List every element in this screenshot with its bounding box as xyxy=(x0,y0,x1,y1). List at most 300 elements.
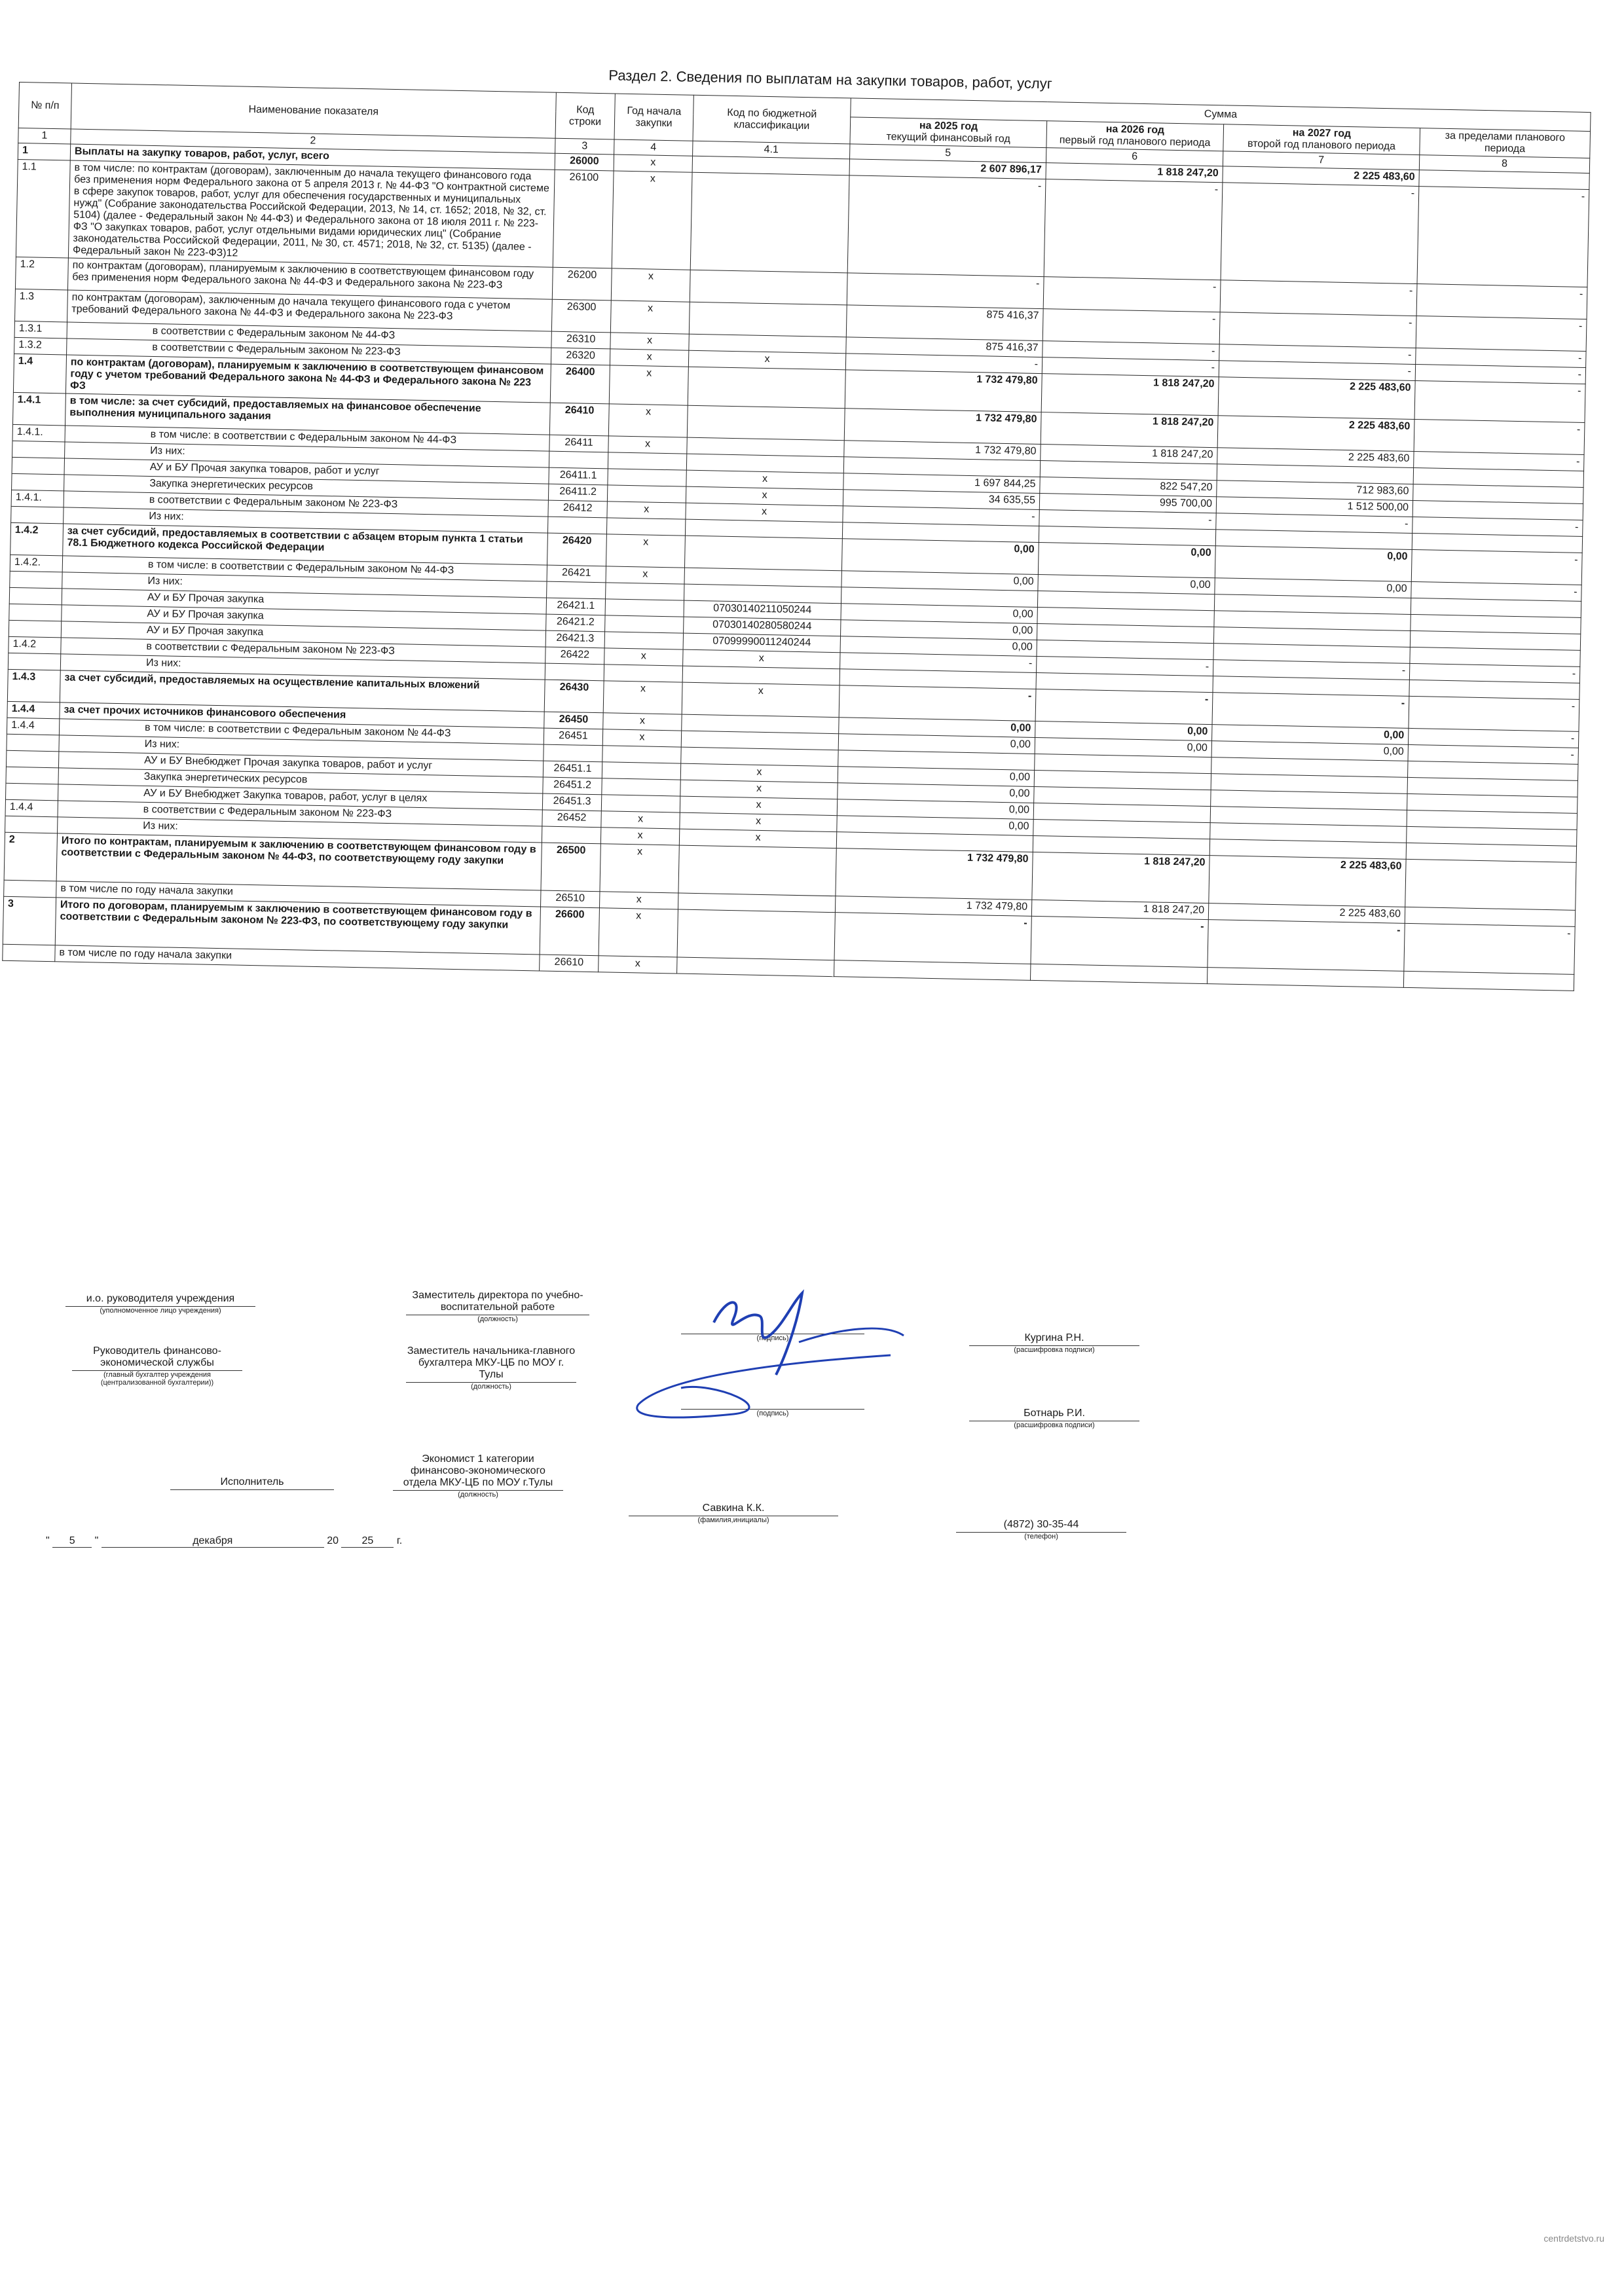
row-kbk: х xyxy=(683,649,840,669)
decode-note: (расшифровка подписи) xyxy=(969,1345,1139,1354)
row-number xyxy=(3,944,55,962)
value-2027: 0,00 xyxy=(1215,578,1411,598)
row-number xyxy=(7,734,59,752)
row-kbk xyxy=(678,845,836,896)
row-kbk: х xyxy=(682,682,840,718)
position-note: (должность) xyxy=(406,1382,576,1391)
row-number xyxy=(12,457,64,475)
colnum: 8 xyxy=(1419,155,1589,173)
value-2025: 0,00 xyxy=(837,799,1033,820)
handwritten-signature xyxy=(629,1283,917,1434)
row-code: 26300 xyxy=(551,299,611,333)
date-block: " 5 " декабря 20 25 г. xyxy=(46,1535,403,1546)
fin-name: Ботнарь Р.И. xyxy=(1024,1408,1085,1419)
row-kbk: 07030140211050244 xyxy=(684,600,841,620)
row-kbk xyxy=(687,405,845,441)
position-note: (должность) xyxy=(393,1490,563,1499)
value-2026: - xyxy=(1044,179,1223,280)
row-year: х xyxy=(602,729,681,747)
row-year: х xyxy=(599,908,678,957)
row-name: АУ и БУ Прочая закупка xyxy=(62,605,546,630)
row-number: 1.1 xyxy=(16,159,70,258)
colnum: 7 xyxy=(1223,151,1419,170)
value-beyond: - xyxy=(1414,451,1584,471)
value-2025: - xyxy=(840,653,1037,673)
row-code: 26422 xyxy=(545,647,604,665)
row-year: х xyxy=(612,171,692,270)
header-sum: Сумма xyxy=(851,98,1591,132)
colnum: 6 xyxy=(1046,148,1223,166)
row-code: 26100 xyxy=(553,170,614,268)
fin-role-block xyxy=(72,1345,242,1387)
row-code: 26310 xyxy=(551,331,610,349)
row-year: х xyxy=(599,892,678,909)
header-code: Код строки xyxy=(555,92,615,139)
value-2027 xyxy=(1207,968,1403,988)
value-beyond xyxy=(1403,971,1574,991)
row-kbk: х xyxy=(688,350,845,370)
row-name: по контрактам (договорам), планируемым к заключению в соответствующем финансовом году с учетом требований Федерального закона № 44-ФЗ и Федерального закона № 223 ФЗ xyxy=(65,355,551,403)
row-kbk xyxy=(688,367,845,409)
row-name: Из них: xyxy=(65,442,549,467)
row-code: 26320 xyxy=(551,348,610,365)
value-beyond: - xyxy=(1411,549,1582,585)
value-beyond: - xyxy=(1408,744,1578,764)
colnum: 1 xyxy=(18,128,71,144)
value-2027: - xyxy=(1208,920,1405,972)
value-2026: 1 818 247,20 xyxy=(1041,412,1218,448)
row-number: 1.4 xyxy=(13,354,66,393)
row-year: х xyxy=(610,301,690,334)
value-2025: 0,00 xyxy=(841,620,1037,640)
value-2025: - xyxy=(843,506,1039,526)
row-code: 26421 xyxy=(547,565,606,583)
row-name: АУ и БУ Прочая закупка xyxy=(62,589,546,614)
value-2026: 995 700,00 xyxy=(1039,494,1216,513)
value-beyond: - xyxy=(1414,419,1585,454)
colnum: 3 xyxy=(555,138,614,155)
value-beyond: - xyxy=(1404,923,1575,974)
row-code: 26452 xyxy=(542,810,601,828)
row-code: 26450 xyxy=(544,712,603,729)
value-2026: - xyxy=(1043,341,1219,361)
row-kbk: х xyxy=(680,796,837,816)
value-2027: - xyxy=(1219,344,1416,365)
sign-note: (подпись) xyxy=(681,1409,864,1417)
row-name: в том числе по году начала закупки xyxy=(56,881,541,907)
row-name: в том числе по году начала закупки xyxy=(55,945,540,971)
row-code xyxy=(547,517,606,534)
value-2025: - xyxy=(845,354,1042,374)
row-number xyxy=(12,441,65,458)
form-section-2 xyxy=(0,49,1591,1297)
value-2027: 2 225 483,60 xyxy=(1223,166,1419,187)
sign-note: (подпись) xyxy=(681,1334,864,1342)
value-2026: 0,00 xyxy=(1038,543,1215,578)
row-code: 26000 xyxy=(555,153,614,171)
value-2025: 0,00 xyxy=(841,539,1039,575)
row-number: 3 xyxy=(3,896,56,945)
value-2026: 1 818 247,20 xyxy=(1041,374,1219,416)
row-kbk xyxy=(677,957,834,977)
head-position-block xyxy=(406,1290,589,1323)
value-2027: 2 225 483,60 xyxy=(1208,903,1405,924)
value-2026: 1 818 247,20 xyxy=(1031,900,1208,919)
exec-name-block xyxy=(629,1503,838,1524)
date-year-prefix: 20 xyxy=(327,1535,339,1546)
value-2026: 0,00 xyxy=(1035,721,1212,740)
value-beyond: - xyxy=(1409,663,1579,683)
row-year: х xyxy=(606,566,684,584)
row-year xyxy=(608,452,686,470)
row-number xyxy=(10,571,62,589)
row-number: 1 xyxy=(18,143,70,160)
row-number xyxy=(12,473,64,491)
row-code: 26410 xyxy=(549,403,609,436)
row-code: 26421.3 xyxy=(545,630,604,648)
row-name: АУ и БУ Прочая закупка товаров, работ и услуг xyxy=(64,458,549,484)
row-code: 26610 xyxy=(540,955,599,972)
value-2026: 1 818 247,20 xyxy=(1032,852,1209,903)
value-2025: 875 416,37 xyxy=(846,305,1043,341)
row-year xyxy=(602,778,680,796)
row-code xyxy=(544,744,602,762)
row-code xyxy=(547,581,606,599)
row-kbk: 07030140280580244 xyxy=(684,617,841,636)
value-2026: - xyxy=(1035,689,1213,724)
row-year: х xyxy=(607,501,686,519)
row-code xyxy=(542,826,600,844)
value-2027: - xyxy=(1221,183,1419,284)
head-name: Кургина Р.Н. xyxy=(1024,1332,1084,1343)
value-2025: 0,00 xyxy=(841,604,1037,624)
value-2027: - xyxy=(1220,280,1417,316)
row-year xyxy=(604,665,682,682)
watermark: centrdetstvo.ru xyxy=(1543,2233,1604,2244)
value-2027: - xyxy=(1219,361,1415,381)
fin-position-block xyxy=(406,1345,576,1391)
value-2026: - xyxy=(1031,916,1208,967)
header-num: № п/п xyxy=(18,82,71,130)
row-year: х xyxy=(600,844,679,893)
row-name: в том числе: по контрактам (договорам), заключенным до начала текущего финансового года без применения норм Федерального закона от 5 апреля 2013 г. № 44-ФЗ "О контрактной системе в сфере закупок товаров, работ, услуг для обеспечения государственных и муниципальных нужд" (Собрание законодательства Российской Федерации, 2013, № 14, ст. 1652; 2018, № 32, ст. 5104) (далее - Федеральный закон № 44-ФЗ) и Федерального закона от 18 июля 2011 г. № 223-ФЗ "О закупках товаров, работ, услуг отдельными видами юридических лиц" (Собрание законодательства Российской Федерации, 2011, № 30, ст. 4571; 2018, № 32, ст. 5135) (далее - Федеральный закон № 223-ФЗ)12 xyxy=(68,160,555,267)
value-2027: 2 225 483,60 xyxy=(1218,377,1415,420)
header-2027: на 2027 год второй год планового периода xyxy=(1223,124,1420,155)
header-name: Наименование показателя xyxy=(71,83,556,138)
row-code: 26430 xyxy=(544,680,604,713)
row-code: 26411.2 xyxy=(548,484,607,501)
row-kbk xyxy=(677,909,835,960)
row-year: х xyxy=(610,349,688,367)
value-2027: 2 225 483,60 xyxy=(1217,448,1414,468)
value-2025: 0,00 xyxy=(837,816,1033,836)
row-code: 26421.2 xyxy=(546,614,605,632)
row-number: 1.4.2. xyxy=(10,555,62,572)
row-name: АУ и БУ Внебюджет Закупка товаров, работ, услуг в целях xyxy=(58,784,542,810)
row-code xyxy=(545,663,604,681)
row-kbk xyxy=(684,536,842,571)
row-year xyxy=(602,762,680,780)
value-beyond: - xyxy=(1414,381,1585,423)
value-2025: 0,00 xyxy=(838,734,1035,754)
value-beyond: - xyxy=(1416,284,1587,319)
row-name: по контрактам (договорам), заключенным до начала текущего финансового года с учетом требований Федерального закона № 44-ФЗ и Федерального закона № 223-ФЗ xyxy=(67,290,553,331)
row-number: 1.4.1. xyxy=(11,490,64,507)
header-2026: на 2026 год первый год планового периода xyxy=(1046,121,1224,151)
row-number: 1.4.1 xyxy=(12,392,65,426)
row-name: за счет субсидий, предоставляемых в соответствии с абзацем вторым пункта 1 статьи 78.1 Бюджетного кодекса Российской Федерации xyxy=(63,524,548,565)
row-name: в том числе: в соответствии с Федеральным законом № 44-ФЗ xyxy=(59,719,544,744)
row-year: х xyxy=(603,681,682,714)
row-kbk: х xyxy=(680,812,837,832)
row-name: АУ и БУ Прочая закупка xyxy=(61,621,545,647)
row-name: в том числе: за счет субсидий, предоставляемых на финансовое обеспечение выполнения муниципального задания xyxy=(65,393,550,435)
row-code: 26412 xyxy=(548,500,607,518)
value-2026: - xyxy=(1043,309,1220,344)
decode-note: (расшифровка подписи) xyxy=(969,1421,1139,1429)
value-beyond: - xyxy=(1412,517,1583,536)
row-kbk: х xyxy=(679,829,836,848)
header-year: Год начала закупки xyxy=(614,94,693,141)
value-2027: 0,00 xyxy=(1211,741,1408,761)
row-year: х xyxy=(610,333,689,350)
value-2025: 875 416,37 xyxy=(846,337,1043,357)
row-number: 1.3.1 xyxy=(14,321,67,338)
exec-position: Экономист 1 категории финансово-экономического отдела МКУ-ЦБ по МОУ г.Тулы xyxy=(403,1453,553,1488)
row-number: 1.4.2 xyxy=(10,522,64,556)
row-code: 26451.3 xyxy=(542,793,601,811)
row-year: х xyxy=(608,436,687,454)
row-year: х xyxy=(611,268,690,302)
row-code: 26421.1 xyxy=(546,598,605,615)
value-beyond: - xyxy=(1417,187,1589,287)
row-number xyxy=(4,880,56,898)
value-2027: 0,00 xyxy=(1215,546,1412,582)
row-year: х xyxy=(608,404,688,437)
row-year: х xyxy=(614,155,692,172)
row-number xyxy=(5,783,58,801)
value-beyond xyxy=(1405,859,1576,910)
header-kbk: Код по бюджетной классификации xyxy=(693,95,851,144)
value-2025: 1 732 479,80 xyxy=(845,370,1042,412)
row-year: х xyxy=(600,828,679,845)
value-2026: - xyxy=(1042,357,1219,377)
value-2027: 712 983,60 xyxy=(1217,481,1413,501)
row-number xyxy=(9,587,62,605)
row-name: за счет субсидий, предоставляемых на осуществление капитальных вложений xyxy=(60,670,545,712)
row-number xyxy=(9,620,61,638)
exec-name: Савкина К.К. xyxy=(702,1503,765,1514)
row-number: 1.3.2 xyxy=(14,337,67,355)
value-2025: 2 607 896,17 xyxy=(849,159,1046,179)
value-2027: - xyxy=(1216,513,1412,534)
value-2026: 1 818 247,20 xyxy=(1046,163,1223,183)
exec-name-note: (фамилия,инициалы) xyxy=(629,1516,838,1524)
value-2026: - xyxy=(1043,277,1221,312)
row-name: в соответствии с Федеральным законом № 223-ФЗ xyxy=(64,491,548,517)
value-2025: 34 635,55 xyxy=(843,490,1039,510)
row-year xyxy=(606,583,684,600)
table-body xyxy=(3,143,1590,991)
row-number xyxy=(6,750,58,768)
row-code: 26510 xyxy=(540,890,599,908)
row-kbk: х xyxy=(686,470,843,490)
value-2025: 0,00 xyxy=(839,718,1035,738)
head-role: и.о. руководителя учреждения xyxy=(86,1293,235,1304)
row-name: в том числе: в соответствии с Федеральным законом № 44-ФЗ xyxy=(62,556,547,581)
value-2027: 2 225 483,60 xyxy=(1209,856,1406,907)
row-name: Из них: xyxy=(58,817,542,843)
value-2026: 822 547,20 xyxy=(1040,477,1217,497)
colnum: 4 xyxy=(614,139,693,156)
row-name: Закупка энергетических ресурсов xyxy=(64,475,549,500)
fin-name-block xyxy=(969,1408,1139,1429)
colnum: 2 xyxy=(71,129,555,153)
value-2025: - xyxy=(847,175,1046,277)
row-code: 26451 xyxy=(544,728,602,746)
header-beyond: за пределами планового периода xyxy=(1420,128,1591,158)
row-kbk: х xyxy=(686,503,843,522)
row-year: х xyxy=(606,534,686,568)
row-kbk: х xyxy=(680,780,838,799)
row-name: Из них: xyxy=(59,735,544,761)
value-beyond: - xyxy=(1416,348,1586,368)
row-year xyxy=(602,746,681,763)
row-code: 26400 xyxy=(550,364,610,404)
row-year: х xyxy=(601,811,680,829)
header-2025: на 2025 год текущий финансовый год xyxy=(850,117,1047,148)
phone-note: (телефон) xyxy=(956,1532,1126,1540)
value-2027: 2 225 483,60 xyxy=(1217,416,1414,452)
value-2025: 0,00 xyxy=(838,783,1034,803)
value-beyond: - xyxy=(1415,365,1585,384)
value-2025 xyxy=(834,960,1031,981)
row-name: Закупка энергетических ресурсов xyxy=(58,768,543,793)
value-2025: 0,00 xyxy=(840,636,1037,657)
value-2026: 0,00 xyxy=(1038,575,1215,594)
exec-role: Исполнитель xyxy=(220,1476,284,1487)
row-kbk xyxy=(689,302,847,337)
row-name: АУ и БУ Внебюджет Прочая закупка товаров, работ и услуг xyxy=(58,752,543,777)
row-number xyxy=(9,604,62,621)
fin-position: Заместитель начальника-главного бухгалтера МКУ-ЦБ по МОУ г. Тулы xyxy=(407,1345,576,1380)
row-number xyxy=(6,767,58,784)
value-2025: - xyxy=(834,913,1031,964)
colnum: 5 xyxy=(850,144,1046,163)
phone-block xyxy=(956,1519,1126,1540)
row-year: х xyxy=(603,713,682,731)
row-year xyxy=(606,518,685,536)
value-2026: 0,00 xyxy=(1035,737,1211,757)
row-name: за счет прочих источников финансового обеспечения xyxy=(60,702,544,728)
row-year: х xyxy=(604,648,683,666)
row-code: 26600 xyxy=(540,907,599,956)
row-number: 1.4.4 xyxy=(5,799,58,817)
value-2025: 1 732 479,80 xyxy=(835,896,1031,917)
value-beyond: - xyxy=(1408,728,1578,748)
row-code: 26420 xyxy=(547,533,607,566)
row-name: в соответствии с Федеральным законом № 223-ФЗ xyxy=(58,801,542,826)
row-number: 1.4.1. xyxy=(12,424,65,442)
row-kbk: 07099990011240244 xyxy=(683,633,840,653)
row-name: Итого по контрактам, планируемым к заключению в соответствующем финансовом году в соответствии с Федеральным законом № 44-ФЗ, по соответствующему году закупки xyxy=(56,833,542,890)
value-2025: 1 732 479,80 xyxy=(844,409,1041,445)
row-year xyxy=(604,632,683,649)
value-beyond: - xyxy=(1411,581,1581,601)
date-month: декабря xyxy=(101,1535,324,1548)
row-number: 1.4.4 xyxy=(7,701,60,719)
value-2025: 0,00 xyxy=(841,571,1038,591)
row-number: 1.3 xyxy=(15,289,68,322)
row-year xyxy=(601,795,680,812)
row-code: 26411 xyxy=(549,435,608,452)
row-name: в том числе: в соответствии с Федеральным законом № 44-ФЗ xyxy=(65,426,549,451)
row-kbk xyxy=(690,172,849,273)
value-2025: 1 697 844,25 xyxy=(843,473,1040,494)
phone: (4872) 30-35-44 xyxy=(1003,1519,1079,1530)
value-2025: 1 732 479,80 xyxy=(844,441,1041,461)
row-kbk xyxy=(690,270,847,305)
row-code: 26451.2 xyxy=(543,777,602,795)
date-day: 5 xyxy=(52,1535,92,1548)
value-2027: - xyxy=(1212,693,1409,729)
date-year: 25 xyxy=(341,1535,394,1548)
payments-table xyxy=(2,82,1591,991)
value-2026 xyxy=(1030,964,1207,983)
row-year xyxy=(607,485,686,503)
row-number: 1.4.4 xyxy=(7,718,59,735)
value-2026: - xyxy=(1039,510,1216,530)
exec-position-block xyxy=(393,1453,563,1499)
row-name: по контрактам (договорам), планируемым к заключению в соответствующем финансовом году без применения норм Федерального закона № 44-ФЗ и Федерального закона № 223-ФЗ xyxy=(67,258,553,299)
row-number: 1.4.3 xyxy=(7,669,60,702)
head-name-block xyxy=(969,1332,1139,1354)
row-number xyxy=(11,506,64,524)
value-2027: - xyxy=(1219,312,1416,348)
fin-role: Руководитель финансово-экономической службы xyxy=(93,1345,221,1368)
date-suffix: г. xyxy=(396,1535,403,1546)
row-name: Из них: xyxy=(64,507,548,533)
exec-role-line xyxy=(170,1489,334,1490)
row-number: 1.4.2 xyxy=(9,636,61,654)
position-note: (должность) xyxy=(406,1315,589,1323)
value-beyond: - xyxy=(1416,316,1587,352)
value-2027: - xyxy=(1213,660,1409,680)
value-2027: 1 512 500,00 xyxy=(1216,497,1412,517)
row-number xyxy=(5,816,58,833)
value-2025: - xyxy=(847,273,1044,309)
colnum: 4.1 xyxy=(693,141,850,159)
value-2026: - xyxy=(1037,656,1213,676)
row-code xyxy=(549,451,608,469)
row-name: Итого по договорам, планируемым к заключению в соответствующем финансовом году в соответствии с Федеральным законом № 223-ФЗ, по соответствующему году закупки xyxy=(55,898,540,955)
row-kbk: х xyxy=(686,486,843,506)
exec-role-block xyxy=(170,1476,334,1490)
row-kbk: х xyxy=(680,763,838,783)
row-year xyxy=(605,615,684,633)
row-name: в соответствии с Федеральным законом № 223-ФЗ xyxy=(61,638,545,663)
row-code: 26451.1 xyxy=(543,761,602,778)
row-number: 2 xyxy=(4,832,57,881)
head-position: Заместитель директора по учебно-воспитательной работе xyxy=(412,1290,583,1313)
row-name: Из них: xyxy=(60,654,545,680)
row-year: х xyxy=(609,365,688,405)
row-year xyxy=(605,599,684,617)
row-name: Из них: xyxy=(62,572,547,598)
section-title: Раздел 2. Сведения по выплатам на закупки товаров, работ, услуг xyxy=(608,67,1053,92)
row-name: в соответствии с Федеральным законом № 44-ФЗ xyxy=(67,322,551,348)
row-number: 1.2 xyxy=(15,257,68,290)
